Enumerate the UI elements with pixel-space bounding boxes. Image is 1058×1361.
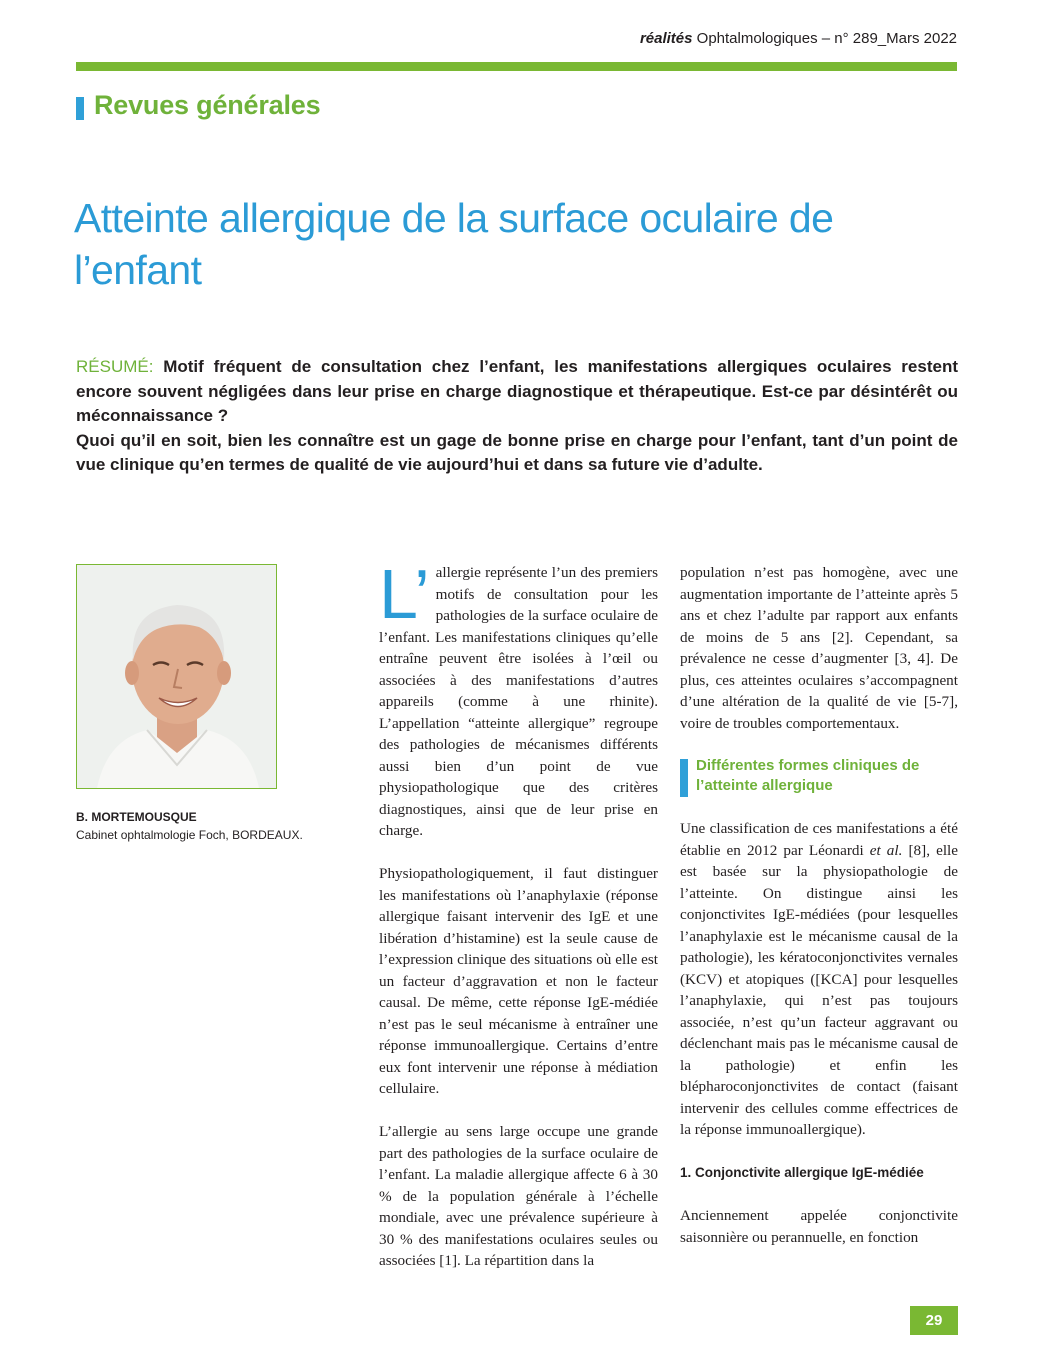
author-photo bbox=[76, 564, 277, 789]
journal-header bbox=[640, 30, 957, 47]
header-rule bbox=[76, 62, 957, 71]
subheading-block bbox=[680, 756, 958, 796]
body-paragraph: population n’est pas homogène, avec une augmentation importante de l’atteinte après 5 ans et chez l’adulte par rapport aux enfants de moins de 5 ans [2]. Cependant, sa prévalence ne cesse d’augmenter [3, 4]. De plus, ces atteintes oculaires s’accompagnent d’une altération de la qualité de vie [5-7], voire de troubles comportementaux. bbox=[680, 564, 958, 732]
body-paragraph bbox=[379, 555, 658, 842]
abstract-paragraph-2: Quoi qu’il en soit, bien les connaître est un gage de bonne prise en charge pour l’enfant, tant d’un point de vue clinique qu’en termes de qualité de vie aujourd’hui et dans sa future vie d’adulte. bbox=[76, 430, 958, 474]
abstract-paragraph-1 bbox=[76, 355, 958, 429]
section-label: Revues générales bbox=[94, 90, 321, 120]
intro-text: allergie représente l’un des premiers motifs de consultation pour les pathologies de la surface oculaire de l’enfant. Les manifestations cliniques qu’elle entraîne peuvent être isolées à l’œil ou associées à des manifestations d’autres appareils (comme à une rhinite). L’appellation “atteinte allergique” regroupe des pathologies de mécanismes différents aussi bien d’un point de vue physiopathologique que des critères diagnostiques, ainsi que de leur prise en charge. bbox=[379, 564, 658, 839]
abstract-text-1: Motif fréquent de consultation chez l’enfant, les manifestations allergiques oculaires restent encore souvent négligées dans leur prise en charge diagnostique et thérapeutique. Est-ce par désintérêt ou méconnaissance ? bbox=[76, 357, 958, 425]
page-number: 29 bbox=[910, 1306, 958, 1335]
classification-text-a: Une classification de ces manifestations a été établie en 2012 par Léonardi bbox=[680, 820, 958, 859]
author-affiliation: Cabinet ophtalmologie Foch, BORDEAUX. bbox=[76, 828, 303, 842]
classification-text-b: [8], elle est basée sur la physiopathologie de l’atteinte. On distingue ainsi les conjonctivites IgE-médiées (pour lesquelles l’anaphylaxie est le mécanisme causal de la pathologie), les kératoconjonctivites vernales (KCV) et atopiques ([KCA] pour lesquelles l’anaphylaxie, qui n’est pas toujours associée, n’est qu’un facteur aggravant ou déclenchant mais pas le mécanisme causal de la pathologie) et enfin les blépharoconjonctivites de contact (faisant intervenir des cellules comme effectrices de la réponse immunoallergique). bbox=[680, 841, 958, 1138]
author-name: B. MORTEMOUSQUE bbox=[76, 810, 197, 824]
body-paragraph: Physiopathologiquement, il faut distinguer les manifestations où l’anaphylaxie (réponse allergique faisant intervenir des IgE et une libération d’histamine) est la seule cause de l’expression clinique des situations où elle est un facteur d’aggravation et non le facteur causal. De même, cette réponse IgE-médiée n’est pas le seul mécanisme à entraîner une réponse immunoallergique. Certains d’entre eux font intervenir une réponse à médiation cellulaire. bbox=[379, 865, 658, 1097]
body-column-2 bbox=[680, 562, 958, 1270]
journal-issue: Ophtalmologiques – n° 289_Mars 2022 bbox=[692, 30, 957, 47]
journal-brand: réalités bbox=[639, 30, 693, 47]
et-al: et al. bbox=[869, 841, 903, 859]
abstract bbox=[76, 355, 958, 478]
body-paragraph bbox=[680, 818, 958, 1141]
body-paragraph: Anciennement appelée conjonctivite saisonnière ou perannuelle, en fonction bbox=[680, 1207, 958, 1246]
subheading: Différentes formes cliniques de l’atteinte allergique bbox=[696, 757, 920, 794]
subheading-marker bbox=[680, 759, 688, 797]
section-marker bbox=[76, 97, 84, 120]
drop-cap: L’ bbox=[379, 555, 430, 633]
sub-subheading: 1. Conjonctivite allergique IgE-médiée bbox=[680, 1165, 924, 1180]
body-paragraph: L’allergie au sens large occupe une grande part des pathologies de la surface oculaire de l’enfant. La maladie allergique affecte 6 à 30 % de la population générale à l’échelle mondiale, avec une prévalence supérieure à 30 % des manifestations oculaires seules ou associées [1]. La répartition dans la bbox=[379, 1123, 658, 1269]
body-column-1 bbox=[379, 555, 658, 1293]
abstract-label: RÉSUMÉ: bbox=[76, 357, 154, 376]
article-title: Atteinte allergique de la surface oculaire de l’enfant bbox=[74, 195, 834, 293]
author-portrait-image bbox=[77, 565, 276, 788]
